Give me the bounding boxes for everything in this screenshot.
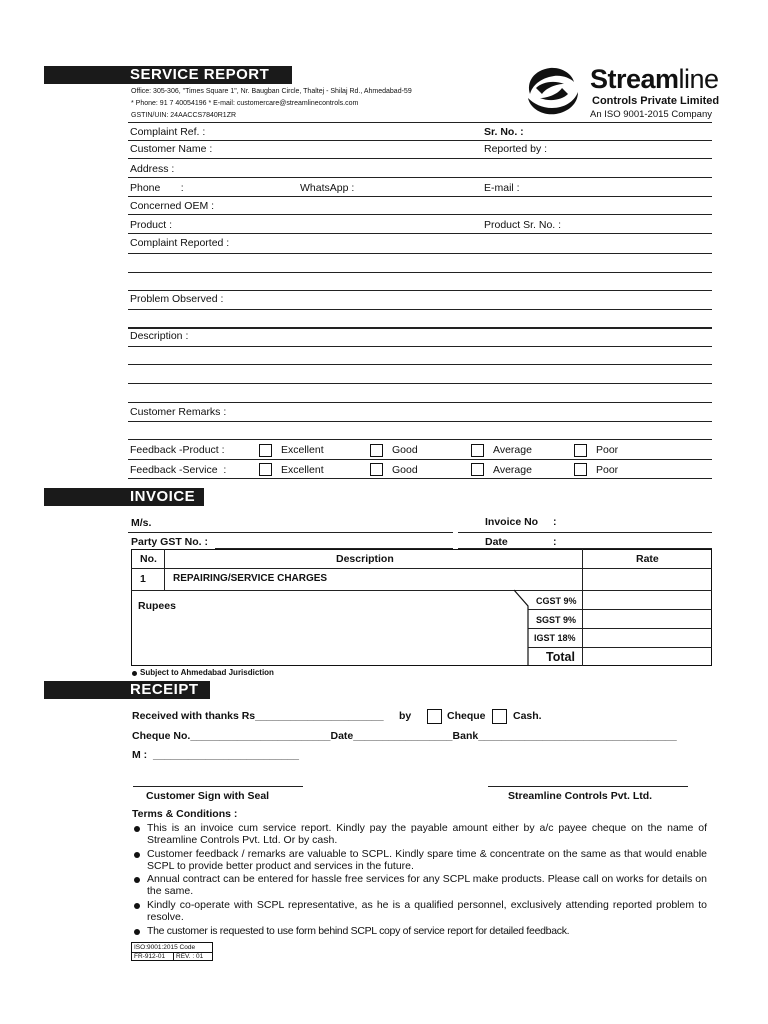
- swirl-logo-icon: [520, 64, 584, 120]
- product-excellent-checkbox[interactable]: [259, 444, 272, 457]
- igst-label: IGST 18%: [534, 633, 576, 643]
- cgst-label: CGST 9%: [536, 596, 577, 606]
- date-label: Date: [485, 536, 508, 548]
- rule: [128, 327, 712, 329]
- received-rs-field[interactable]: Received with thanks Rs______________________: [132, 710, 384, 722]
- streamline-logo: [520, 64, 725, 124]
- company-sign-label: Streamline Controls Pvt. Ltd.: [508, 790, 653, 802]
- bullet-icon: [134, 929, 140, 935]
- invoice-no-colon: :: [553, 516, 557, 528]
- rule: [128, 402, 712, 403]
- cash-checkbox[interactable]: [492, 709, 507, 724]
- cash-label: Cash.: [513, 710, 542, 722]
- product-good-checkbox[interactable]: [370, 444, 383, 457]
- sr-no-label: Sr. No. :: [484, 126, 524, 138]
- rupees-label: Rupees: [138, 600, 176, 612]
- product-label: Product :: [130, 219, 173, 231]
- row-description: REPAIRING/SERVICE CHARGES: [173, 573, 328, 584]
- description-label: Description :: [130, 330, 189, 342]
- company-sign-line: [488, 786, 688, 787]
- party-gst-label: Party GST No. :: [131, 536, 209, 548]
- bullet-icon: [134, 903, 140, 909]
- complaint-ref-label: Complaint Ref. :: [130, 126, 206, 138]
- whatsapp-label: WhatsApp :: [300, 182, 355, 194]
- feedback-product-label: Feedback -Product :: [130, 444, 225, 456]
- total-label: Total: [546, 650, 575, 664]
- rule: [164, 549, 165, 590]
- bullet-icon: [134, 877, 140, 883]
- rule: [128, 309, 712, 310]
- rule: [128, 177, 712, 178]
- term-item: This is an invoice cum service report. Kindly pay the payable amount either by a/c payee cheque on the name of Streamline Controls Pvt. Ltd. Or by cash.: [147, 822, 707, 846]
- phone-label: Phone :: [130, 182, 184, 194]
- office-address: Office: 305-306, "Times Square 1", Nr. Baugban Circle, Thaltej - Shilaj Rd., Ahmedabad-59: [131, 88, 412, 95]
- bullet-icon: [132, 671, 137, 676]
- receipt-title: RECEIPT: [130, 681, 199, 698]
- service-average-label: Average: [493, 464, 532, 476]
- rule: [528, 609, 712, 610]
- rule: [128, 140, 712, 141]
- ms-label: M/s.: [131, 517, 152, 529]
- contact-line: * Phone: 91 7 40054196 * E-mail: customercare@streamlinecontrols.com: [131, 100, 359, 107]
- product-average-label: Average: [493, 444, 532, 456]
- service-average-checkbox[interactable]: [471, 463, 484, 476]
- complaint-reported-label: Complaint Reported :: [130, 237, 230, 249]
- rule: [128, 478, 712, 479]
- service-good-label: Good: [392, 464, 418, 476]
- rule: [128, 253, 712, 254]
- rule: [128, 290, 712, 291]
- terms-heading: Terms & Conditions :: [132, 808, 238, 820]
- concerned-oem-label: Concerned OEM :: [130, 200, 215, 212]
- customer-remarks-label: Customer Remarks :: [130, 406, 227, 418]
- date-colon: :: [553, 536, 557, 548]
- rule: [128, 122, 712, 123]
- term-item: Kindly co-operate with SCPL representative, as he is a qualified personnel, exclusively attending reported problem to resolve.: [147, 899, 707, 923]
- gstin: GSTIN/UIN: 24AACCS7840R1ZR: [131, 112, 237, 119]
- rule: [128, 383, 712, 384]
- service-poor-label: Poor: [596, 464, 619, 476]
- product-average-checkbox[interactable]: [471, 444, 484, 457]
- service-excellent-label: Excellent: [281, 464, 324, 476]
- service-poor-checkbox[interactable]: [574, 463, 587, 476]
- service-excellent-checkbox[interactable]: [259, 463, 272, 476]
- by-label: by: [399, 710, 412, 722]
- product-excellent-label: Excellent: [281, 444, 324, 456]
- brand-name: [590, 64, 719, 94]
- cheque-checkbox[interactable]: [427, 709, 442, 724]
- rule: [528, 647, 712, 648]
- rule: [128, 364, 712, 365]
- rule: [131, 568, 712, 569]
- address-label: Address :: [130, 163, 175, 175]
- jurisdiction-note: Subject to Ahmedabad Jurisdiction: [140, 668, 274, 677]
- rule: [128, 196, 712, 197]
- form-code-box: [131, 942, 213, 961]
- product-good-label: Good: [392, 444, 418, 456]
- m-field[interactable]: M : _________________________: [132, 749, 299, 761]
- service-good-checkbox[interactable]: [370, 463, 383, 476]
- customer-sign-label: Customer Sign with Seal: [146, 790, 270, 802]
- rule: [128, 421, 712, 422]
- rule: [128, 158, 712, 159]
- cheque-label: Cheque: [447, 710, 486, 722]
- product-poor-checkbox[interactable]: [574, 444, 587, 457]
- receipt-banner: [44, 681, 210, 699]
- rule: [582, 549, 583, 590]
- term-item: Annual contract can be entered for hassle free services for any SCPL make products. Please call on works for details on the same.: [147, 873, 707, 897]
- product-poor-label: Poor: [596, 444, 619, 456]
- rule: [528, 628, 712, 629]
- revision: REV. : 01: [176, 953, 204, 960]
- sgst-label: SGST 9%: [536, 615, 577, 625]
- customer-name-label: Customer Name :: [130, 143, 213, 155]
- brand-name-bold: Stream: [590, 64, 679, 94]
- rule: [128, 214, 712, 215]
- term-item: Customer feedback / remarks are valuable to SCPL. Kindly spare time & concentrate on the same as that would enable SCPL to provide better product and services in the future.: [147, 848, 707, 872]
- term-item: The customer is requested to use form behind SCPL copy of service report for detailed feedback.: [147, 925, 570, 937]
- row-no: 1: [140, 573, 146, 585]
- bullet-icon: [134, 852, 140, 858]
- rule: [458, 532, 712, 533]
- rule: [128, 346, 712, 347]
- brand-name-light: line: [678, 64, 719, 94]
- product-sr-label: Product Sr. No. :: [484, 219, 562, 231]
- rule: [128, 439, 712, 440]
- invoice-no-label: Invoice No: [485, 516, 539, 528]
- rule: [128, 233, 712, 234]
- cheque-date-bank-field[interactable]: Cheque No.________________________Date_________________Bank__________________________________: [132, 730, 677, 742]
- email-label: E-mail :: [484, 182, 520, 194]
- invoice-title: INVOICE: [130, 488, 196, 505]
- feedback-service-label: Feedback -Service :: [130, 464, 227, 476]
- form-number: FR-912-01: [134, 953, 166, 960]
- invoice-banner: [44, 488, 204, 506]
- rule: [128, 272, 712, 273]
- rule: [128, 532, 453, 533]
- rule: [128, 459, 712, 460]
- service-report-title: SERVICE REPORT: [130, 66, 270, 83]
- company-name: Controls Private Limited: [592, 95, 720, 107]
- iso-company: An ISO 9001-2015 Company: [590, 109, 712, 120]
- problem-observed-label: Problem Observed :: [130, 293, 224, 305]
- customer-sign-line: [133, 786, 303, 787]
- service-report-banner: [44, 66, 292, 84]
- bullet-icon: [134, 826, 140, 832]
- iso-code: ISO:9001:2015 Code: [134, 944, 196, 951]
- col-rate-header: Rate: [636, 553, 659, 565]
- reported-by-label: Reported by :: [484, 143, 548, 155]
- col-no-header: No.: [140, 553, 157, 565]
- col-description-header: Description: [336, 553, 394, 565]
